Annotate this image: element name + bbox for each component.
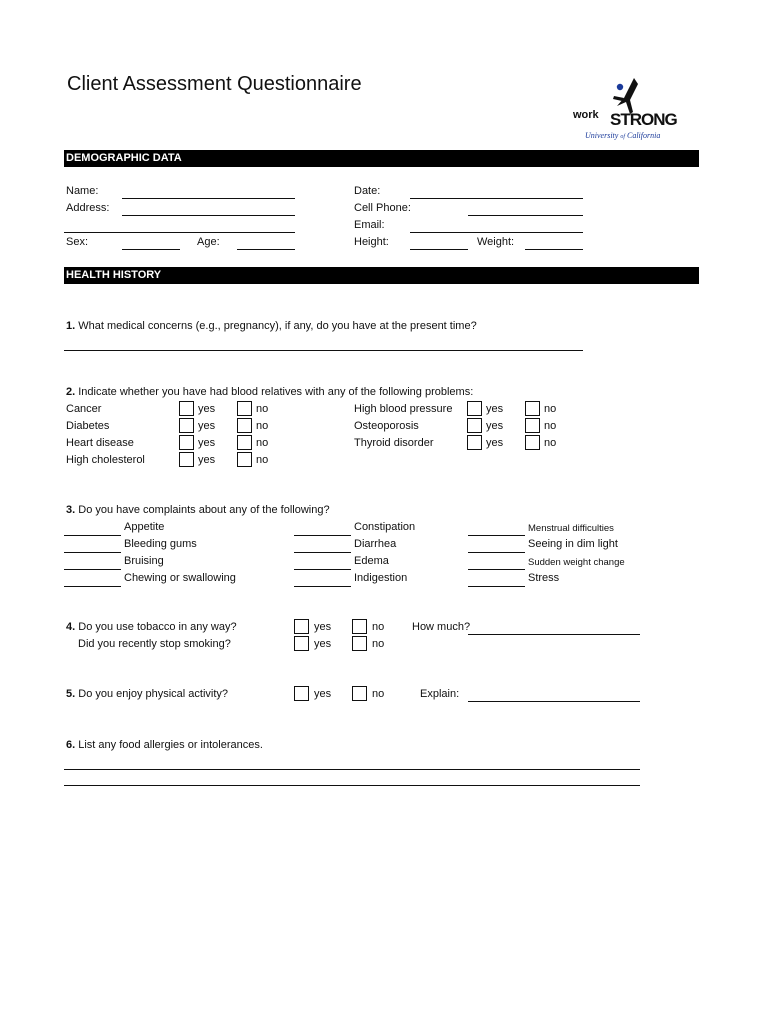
q3-item-bleeding-gums: Bleeding gums: [124, 538, 197, 550]
weight-field[interactable]: [525, 249, 583, 250]
age-label: Age:: [197, 236, 220, 248]
address-field-2[interactable]: [64, 232, 295, 233]
q5-activity-no-checkbox[interactable]: [352, 686, 367, 701]
q3-indigestion-field[interactable]: [294, 586, 351, 587]
q3-menstrual-field[interactable]: [468, 535, 525, 536]
q2-thyroid-yes-label: yes: [486, 437, 504, 449]
q2-osteo-no-checkbox[interactable]: [525, 418, 540, 433]
name-field[interactable]: [122, 198, 295, 199]
q3-item-edema: Edema: [354, 555, 389, 567]
address-label: Address:: [66, 202, 110, 214]
email-label: Email:: [354, 219, 385, 231]
q2-item-osteoporosis: Osteoporosis: [354, 420, 419, 432]
logo-work-text: work: [573, 109, 599, 121]
question-3-number: 3.: [66, 504, 76, 516]
q2-thyroid-yes-checkbox[interactable]: [467, 435, 482, 450]
q2-diabetes-no-checkbox[interactable]: [237, 418, 252, 433]
q2-osteo-yes-checkbox[interactable]: [467, 418, 482, 433]
question-1-answer[interactable]: [64, 350, 583, 351]
q3-constipation-field[interactable]: [294, 535, 351, 536]
q5-activity-yes-label: yes: [314, 688, 332, 700]
q2-item-high-cholesterol: High cholesterol: [66, 454, 145, 466]
sex-label: Sex:: [66, 236, 89, 248]
date-field[interactable]: [410, 198, 583, 199]
q5-explain-label: Explain:: [420, 688, 460, 700]
q2-thyroid-no-label: no: [544, 437, 557, 449]
q2-heart-yes-checkbox[interactable]: [179, 435, 194, 450]
q3-bruising-field[interactable]: [64, 569, 121, 570]
height-label: Height:: [354, 236, 389, 248]
q4-how-much-label: How much?: [412, 621, 471, 633]
name-label: Name:: [66, 185, 99, 197]
q2-cholesterol-yes-label: yes: [198, 454, 216, 466]
question-5-number: 5.: [66, 688, 76, 700]
q4-stop-no-checkbox[interactable]: [352, 636, 367, 651]
q4-how-much-field[interactable]: [468, 634, 640, 635]
q3-item-menstrual: Menstrual difficulties: [528, 523, 614, 534]
q3-appetite-field[interactable]: [64, 535, 121, 536]
email-field[interactable]: [410, 232, 583, 233]
q4-tobacco-no-label: no: [372, 621, 385, 633]
question-2-text: Indicate whether you have had blood relatives with any of the following problems:: [75, 386, 474, 398]
question-1: [66, 320, 477, 333]
q4-stop-no-label: no: [372, 638, 385, 650]
address-field[interactable]: [122, 215, 295, 216]
q2-cancer-no-label: no: [256, 403, 269, 415]
q2-item-high-blood-pressure: High blood pressure: [354, 403, 453, 415]
q6-answer-line-2[interactable]: [64, 785, 640, 786]
q2-cholesterol-no-label: no: [256, 454, 269, 466]
question-6-number: 6.: [66, 739, 76, 751]
q2-bp-no-checkbox[interactable]: [525, 401, 540, 416]
q2-item-cancer: Cancer: [66, 403, 102, 415]
logo-subtitle-a: University: [585, 131, 619, 140]
q2-cholesterol-yes-checkbox[interactable]: [179, 452, 194, 467]
section-bar-demographic: DEMOGRAPHIC DATA: [64, 150, 699, 167]
question-1-number: 1.: [66, 320, 76, 332]
question-2-number: 2.: [66, 386, 76, 398]
q2-item-diabetes: Diabetes: [66, 420, 110, 432]
q2-osteo-yes-label: yes: [486, 420, 504, 432]
q4-stop-smoking: Did you recently stop smoking?: [78, 638, 231, 650]
sex-field[interactable]: [122, 249, 180, 250]
q5-explain-field[interactable]: [468, 701, 640, 702]
q3-item-bruising: Bruising: [124, 555, 164, 567]
page-title: Client Assessment Questionnaire: [67, 73, 362, 95]
logo-subtitle: [585, 131, 660, 140]
q3-item-chewing: Chewing or swallowing: [124, 572, 236, 584]
q3-item-appetite: Appetite: [124, 521, 165, 533]
height-field[interactable]: [410, 249, 468, 250]
q3-dim-light-field[interactable]: [468, 552, 525, 553]
q2-diabetes-no-label: no: [256, 420, 269, 432]
q6-answer-line-1[interactable]: [64, 769, 640, 770]
q2-item-heart-disease: Heart disease: [66, 437, 134, 449]
q2-heart-no-checkbox[interactable]: [237, 435, 252, 450]
question-4-number: 4.: [66, 621, 76, 633]
q2-cancer-yes-label: yes: [198, 403, 216, 415]
logo-subtitle-b: California: [627, 131, 661, 140]
q2-cholesterol-no-checkbox[interactable]: [237, 452, 252, 467]
q3-item-constipation: Constipation: [354, 521, 416, 533]
q3-item-diarrhea: Diarrhea: [354, 538, 397, 550]
q3-chewing-field[interactable]: [64, 586, 121, 587]
q2-thyroid-no-checkbox[interactable]: [525, 435, 540, 450]
q2-heart-yes-label: yes: [198, 437, 216, 449]
q2-diabetes-yes-checkbox[interactable]: [179, 418, 194, 433]
workstrong-logo: [570, 76, 685, 142]
q4-tobacco-yes-checkbox[interactable]: [294, 619, 309, 634]
q3-item-weight-change: Sudden weight change: [528, 557, 625, 568]
question-1-text: What medical concerns (e.g., pregnancy), if any, do you have at the present time?: [75, 320, 477, 332]
question-6-text: List any food allergies or intolerances.: [75, 739, 263, 751]
question-5-text: Do you enjoy physical activity?: [75, 688, 229, 700]
q2-cancer-no-checkbox[interactable]: [237, 401, 252, 416]
q2-bp-no-label: no: [544, 403, 557, 415]
q3-bleeding-field[interactable]: [64, 552, 121, 553]
age-field[interactable]: [237, 249, 295, 250]
question-4-text: Do you use tobacco in any way?: [75, 621, 237, 633]
q3-item-indigestion: Indigestion: [354, 572, 408, 584]
q2-diabetes-yes-label: yes: [198, 420, 216, 432]
logo-strong-text: STRONG: [610, 110, 677, 129]
q2-heart-no-label: no: [256, 437, 269, 449]
q4-stop-yes-checkbox[interactable]: [294, 636, 309, 651]
q3-edema-field[interactable]: [294, 569, 351, 570]
q2-bp-yes-label: yes: [486, 403, 504, 415]
question-6: [66, 739, 263, 752]
question-3-text: Do you have complaints about any of the following?: [75, 504, 330, 516]
q3-weight-change-field[interactable]: [468, 569, 525, 570]
q2-cancer-yes-checkbox[interactable]: [179, 401, 194, 416]
q4-tobacco-yes-label: yes: [314, 621, 332, 633]
weight-label: Weight:: [477, 236, 515, 248]
q3-diarrhea-field[interactable]: [294, 552, 351, 553]
q2-item-thyroid-disorder: Thyroid disorder: [354, 437, 434, 449]
q5-activity-yes-checkbox[interactable]: [294, 686, 309, 701]
cell-phone-field[interactable]: [468, 215, 583, 216]
q2-osteo-no-label: no: [544, 420, 557, 432]
q3-item-stress: Stress: [528, 572, 560, 584]
section-bar-health: HEALTH HISTORY: [64, 267, 699, 284]
q3-stress-field[interactable]: [468, 586, 525, 587]
question-3: [66, 504, 330, 517]
q3-item-dim-light: Seeing in dim light: [528, 538, 618, 550]
q4-stop-yes-label: yes: [314, 638, 332, 650]
date-label: Date:: [354, 185, 381, 197]
question-4: [66, 621, 237, 634]
question-2: [66, 386, 473, 399]
q4-tobacco-no-checkbox[interactable]: [352, 619, 367, 634]
q5-activity-no-label: no: [372, 688, 385, 700]
q2-bp-yes-checkbox[interactable]: [467, 401, 482, 416]
question-5: [66, 688, 228, 701]
logo-subtitle-of: of: [620, 134, 625, 140]
cell-phone-label: Cell Phone:: [354, 202, 411, 214]
